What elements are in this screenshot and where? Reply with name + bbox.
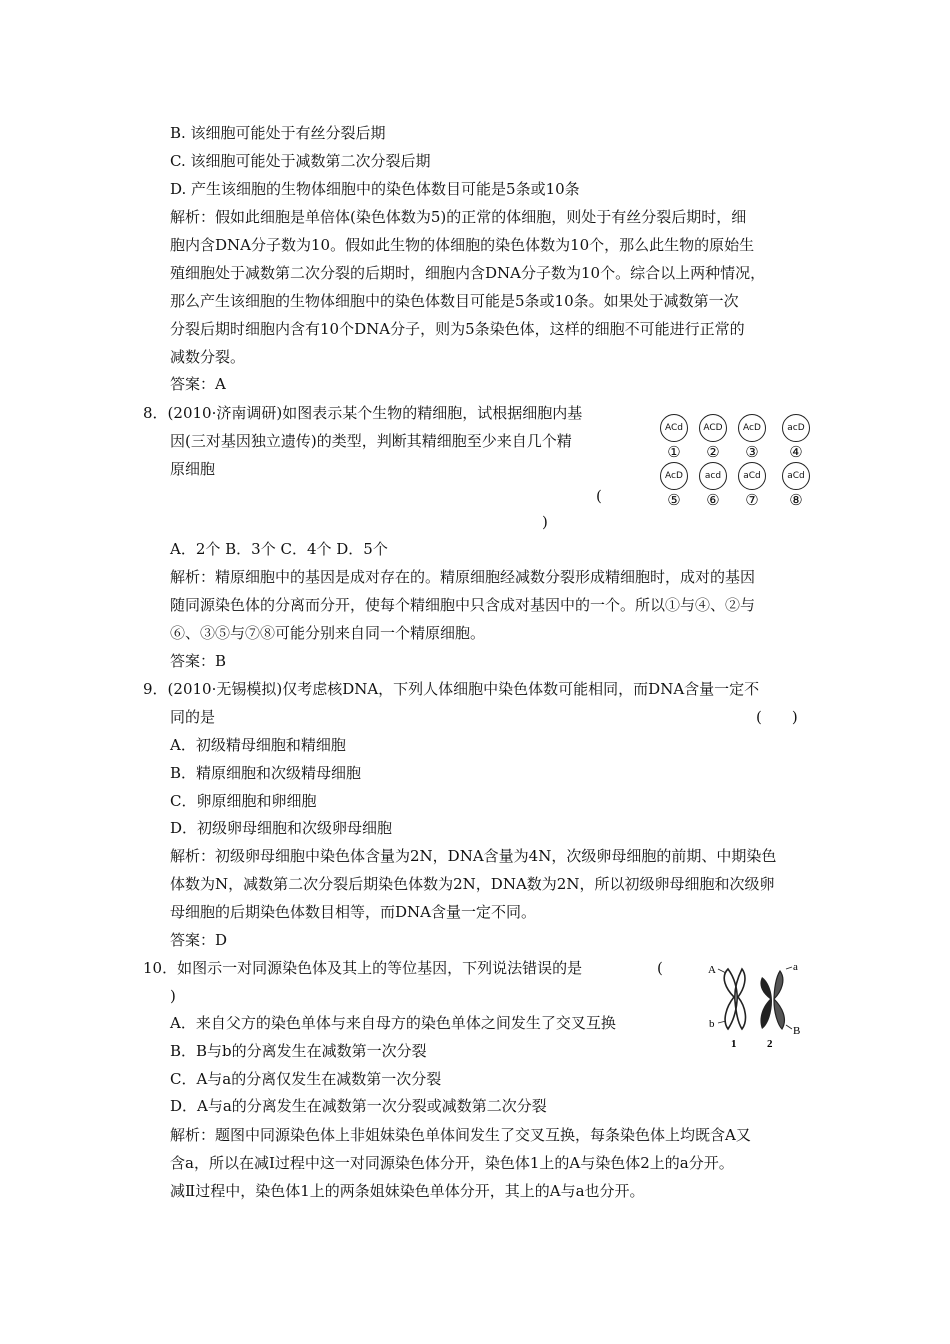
gene-label-A: A [708, 964, 716, 976]
cell-number: ③ [745, 443, 759, 461]
q7-analysis-line: 胞内含DNA分子数为10。假如此生物的体细胞的染色体数为10个，那么此生物的原始生 [170, 236, 755, 254]
q8-analysis-line: 解析：精原细胞中的基因是成对存在的。精原细胞经减数分裂形成精细胞时，成对的基因 [170, 568, 756, 586]
q10-option-b: B．B与b的分离发生在减数第一次分裂 [170, 1042, 427, 1060]
q10-analysis-line: 含a，所以在减Ⅰ过程中这一对同源染色体分开，染色体1上的A与染色体2上的a分开。 [170, 1154, 734, 1172]
sperm-cells-figure [656, 410, 816, 510]
q8-stem-line: 8．(2010·济南调研)如图表示某个生物的精细胞，试根据细胞内基 [143, 404, 583, 422]
q9-analysis-line: 母细胞的后期染色体数目相等，而DNA含量一定不同。 [170, 903, 536, 921]
q9-answer-paren: ( ) [756, 708, 798, 726]
q8-analysis-line: 随同源染色体的分离而分开，使每个精细胞中只含成对基因中的一个。所以①与④、②与 [170, 596, 756, 614]
cell-number: ④ [789, 443, 803, 461]
sperm-cell: ACd [660, 414, 688, 442]
q8-paren-close: ) [542, 513, 548, 531]
sperm-cell: ACD [699, 414, 727, 442]
q7-option-d: D. 产生该细胞的生物体细胞中的染色体数目可能是5条或10条 [170, 180, 580, 198]
cell-number: ⑤ [667, 491, 681, 509]
sperm-cell: acD [782, 414, 810, 442]
sperm-cell: AcD [660, 462, 688, 490]
q10-option-c: C．A与a的分离仅发生在减数第一次分裂 [170, 1070, 442, 1088]
q8-paren-open: ( [596, 487, 602, 505]
q9-answer: 答案：D [170, 931, 228, 949]
q7-analysis-line: 那么产生该细胞的生物体细胞中的染色体数目可能是5条或10条。如果处于减数第一次 [170, 292, 739, 310]
q9-option-b: B．精原细胞和次级精母细胞 [170, 764, 362, 782]
cell-number: ① [667, 443, 681, 461]
q7-option-c: C. 该细胞可能处于减数第二次分裂后期 [170, 152, 431, 170]
gene-label-a: a [793, 963, 798, 973]
q8-stem-line: 原细胞 [170, 460, 216, 478]
q10-analysis-line: 减Ⅱ过程中，染色体1上的两条姐妹染色单体分开，其上的A与a也分开。 [170, 1182, 645, 1200]
q8-options: A．2个 B．3个 C．4个 D．5个 [170, 540, 388, 558]
sperm-cell: aCd [782, 462, 810, 490]
q9-option-c: C．卵原细胞和卵细胞 [170, 792, 317, 810]
cell-number: ⑥ [706, 491, 720, 509]
q7-analysis-line: 减数分裂。 [170, 348, 246, 366]
q7-analysis-line: 解析：假如此细胞是单倍体(染色体数为5)的正常的体细胞，则处于有丝分裂后期时，细 [170, 208, 747, 226]
q10-stem: 10．如图示一对同源染色体及其上的等位基因，下列说法错误的是 [143, 959, 583, 977]
q8-stem-line: 因(三对基因独立遗传)的类型，判断其精细胞至少来自几个精 [170, 432, 572, 450]
q10-option-d: D．A与a的分离发生在减数第一次分裂或减数第二次分裂 [170, 1097, 547, 1115]
sperm-cell: acd [699, 462, 727, 490]
q10-paren-close: ) [170, 987, 176, 1005]
q7-answer: 答案：A [170, 375, 226, 393]
q10-analysis-line: 解析：题图中同源染色体上非姐妹染色单体间发生了交叉互换，每条染色体上均既含A又 [170, 1126, 751, 1144]
q9-option-d: D．初级卵母细胞和次级卵母细胞 [170, 819, 393, 837]
cell-number: ② [706, 443, 720, 461]
q10-paren-open: ( [657, 959, 663, 977]
chromosome-drawing [700, 963, 810, 1053]
homologous-chromosomes-figure [700, 963, 810, 1053]
sperm-cell: aCd [738, 462, 766, 490]
q9-stem-line: 9．(2010·无锡模拟)仅考虑核DNA，下列人体细胞中染色体数可能相同，而DNA含量一定不 [143, 680, 760, 698]
q9-option-a: A．初级精母细胞和精细胞 [170, 736, 346, 754]
chromosome-2 [760, 971, 784, 1029]
q10-option-a: A．来自父方的染色单体与来自母方的染色单体之间发生了交叉互换 [170, 1014, 616, 1032]
cell-number: ⑦ [745, 491, 759, 509]
chromosome-number-2: 2 [767, 1038, 773, 1050]
chromosome-1 [724, 969, 745, 1029]
cell-number: ⑧ [789, 491, 803, 509]
gene-label-b: b [709, 1018, 715, 1030]
sperm-cell: AcD [738, 414, 766, 442]
q9-analysis-line: 解析：初级卵母细胞中染色体含量为2N，DNA含量为4N，次级卵母细胞的前期、中期染色 [170, 847, 777, 865]
q9-stem-line: 同的是 [170, 708, 216, 726]
chromosome-number-1: 1 [731, 1038, 737, 1050]
gene-label-B: B [793, 1025, 801, 1037]
q7-option-b: B. 该细胞可能处于有丝分裂后期 [170, 124, 386, 142]
q8-answer: 答案：B [170, 652, 227, 670]
q7-analysis-line: 分裂后期时细胞内含有10个DNA分子，则为5条染色体，这样的细胞不可能进行正常的 [170, 320, 745, 338]
q8-analysis-line: ⑥、③⑤与⑦⑧可能分别来自同一个精原细胞。 [170, 624, 486, 642]
q9-analysis-line: 体数为N，减数第二次分裂后期染色体数为2N，DNA数为2N，所以初级卵母细胞和次级卵 [170, 875, 775, 893]
q7-analysis-line: 殖细胞处于减数第二次分裂的后期时，细胞内含DNA分子数为10个。综合以上两种情况， [170, 264, 766, 282]
